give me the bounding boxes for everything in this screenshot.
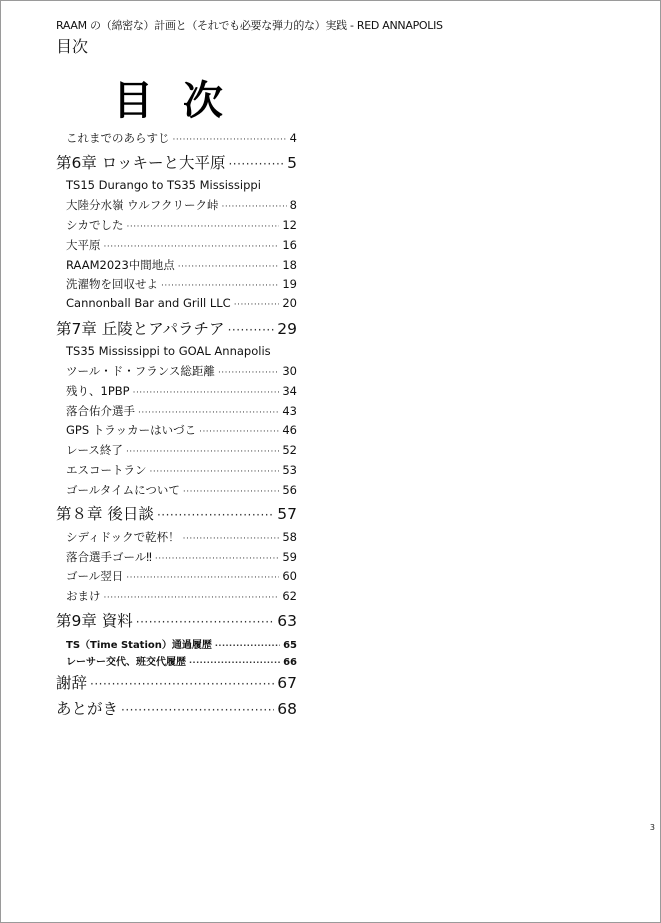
toc-entry[interactable]: シカでした ····· 12 [66,217,297,233]
toc-entry[interactable]: シディドックで乾杯！ ····· 58 [66,529,297,545]
toc-chapter[interactable]: 第８章 後日談 ····· 57 [56,502,297,524]
toc-title: 目 次 [113,77,231,124]
running-header: RAAM の（綿密な）計画と（それでも必要な弾力的な）実践 - RED ANNAPOLIS [56,19,443,32]
toc-section-heading: TS35 Mississippi to GOAL Annapolis [66,344,271,358]
toc-entry[interactable]: これまでのあらすじ ····· 4 [66,130,297,146]
toc-section-heading: TS15 Durango to TS35 Mississippi [66,178,261,192]
toc-entry[interactable]: ゴールタイムについて ····· 56 [66,482,297,498]
toc-entry[interactable]: 落合選手ゴール‼ ····· 59 [66,549,297,565]
toc-chapter[interactable]: 第6章 ロッキーと大平原 ····· 5 [56,151,297,173]
toc-entry[interactable]: ツール・ド・フランス総距離 ····· 30 [66,363,297,379]
toc-entry[interactable]: エスコートラン ····· 53 [66,462,297,478]
toc-entry[interactable]: 洗濯物を回収せよ ····· 19 [66,276,297,292]
toc-entry[interactable]: 落合佑介選手 ····· 43 [66,403,297,419]
toc-chapter[interactable]: 謝辞 ····· 67 [56,671,297,693]
section-label: 目次 [56,37,89,56]
toc-entry[interactable]: GPS トラッカーはいづこ ····· 46 [66,422,297,438]
table-of-contents [1,1,660,922]
toc-chapter[interactable]: 第7章 丘陵とアパラチア ····· 29 [56,317,297,339]
toc-entry[interactable]: ゴール翌日 ····· 60 [66,568,297,584]
toc-entry[interactable]: レーサー交代、班交代履歴 ····· 66 [66,653,297,668]
toc-entry[interactable]: レース終了 ····· 52 [66,442,297,458]
toc-entry[interactable]: 残り、1PBP ····· 34 [66,383,297,399]
toc-entry[interactable]: おまけ ····· 62 [66,588,297,604]
toc-chapter[interactable]: あとがき ····· 68 [56,697,297,719]
page-number: 3 [649,823,655,832]
toc-entry[interactable]: Cannonball Bar and Grill LLC ····· 20 [66,296,297,310]
toc-entry[interactable]: RAAM2023中間地点 ····· 18 [66,257,297,273]
toc-entry[interactable]: 大平原 ····· 16 [66,237,297,253]
toc-entry[interactable]: 大陸分水嶺 ウルフクリーク峠 ····· 8 [66,197,297,213]
toc-chapter[interactable]: 第9章 資料 ····· 63 [56,609,297,631]
toc-entry[interactable]: TS（Time Station）通過履歴 ····· 65 [66,636,297,651]
